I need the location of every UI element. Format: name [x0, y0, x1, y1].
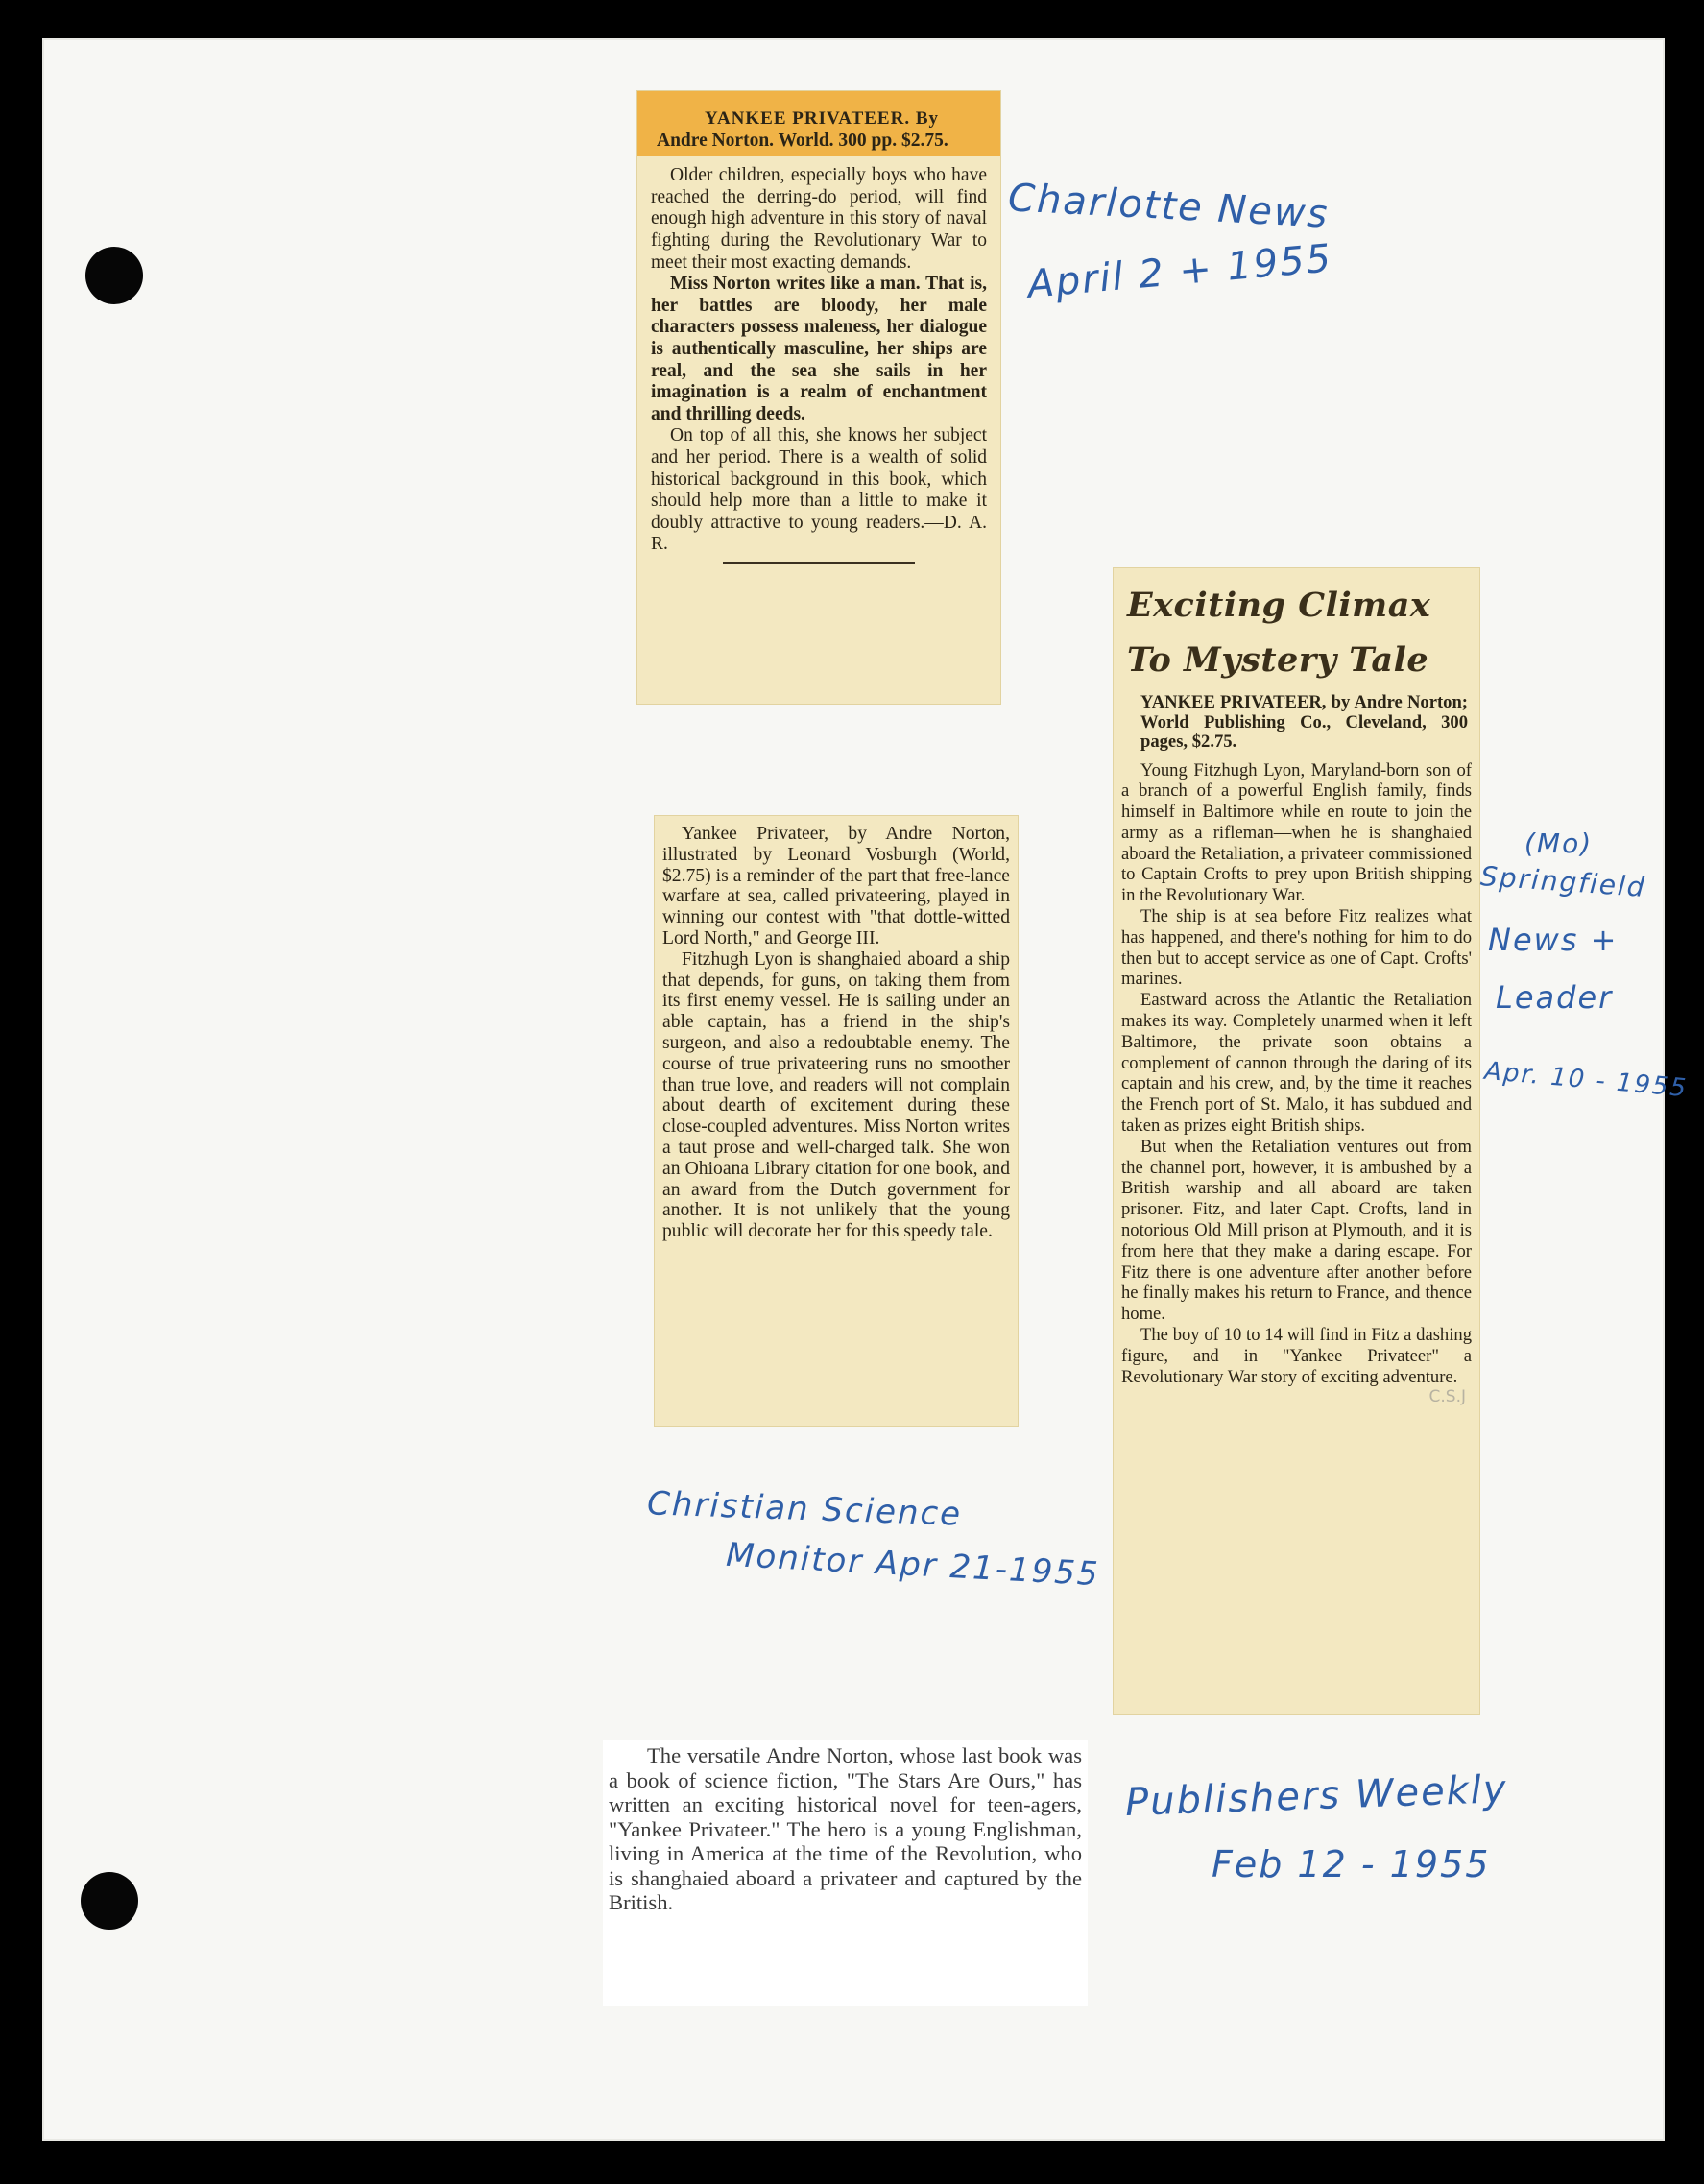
handwritten-date-monitor: Monitor Apr 21-1955 [725, 1535, 1101, 1595]
clipping-header-band [637, 91, 1000, 156]
clipping-paragraph: The boy of 10 to 14 will find in Fitz a dashing figure, and in "Yankee Privateer" a Revolutionary War story of exciting adventure. [1121, 1325, 1472, 1387]
clipping-paragraph: The versatile Andre Norton, whose last book was a book of science fiction, "The Stars Are Ours," has written an exciting historical novel for teen-agers, "Yankee Privateer." The hero is a young Englishman, living in America at the time of the Revolution, who is shanghaied aboard a privateer and captured by the British. [609, 1743, 1082, 1914]
clipping-headline-line-1: Exciting Climax [1127, 586, 1431, 625]
clipping-paragraph: But when the Retaliation ventures out from the channel port, however, it is ambushed by a British warship and all aboard are taken prisoner. Fitz, and later Capt. Crofts, land in notorious Old Mill prison at Plymouth, and it is from here that they make a daring escape. For Fitz there is one adventure after another before he finally makes his return to France, and thence home. [1121, 1136, 1472, 1325]
clipping-christian-science-monitor [655, 816, 1018, 1426]
clipping-byline: Andre Norton. World. 300 pp. $2.75. [657, 130, 948, 151]
clipping-paragraph: The ship is at sea before Fitz realizes what has happened, and there's nothing for him to do then but to accept service as one of Capt. Crofts' marines. [1121, 906, 1472, 990]
handwritten-date-charlotte: April 2 + 1955 [1025, 236, 1334, 307]
clipping-paragraph: Yankee Privateer, by Andre Norton, illustrated by Leonard Vosburgh (World, $2.75) is a reminder of the part that free-lance warfare at sea, called privateering, played in winning our contest with "that dottle-witted Lord North," and George III. [662, 824, 1010, 948]
handwritten-date-publishers: Feb 12 - 1955 [1212, 1843, 1491, 1885]
handwritten-source-springfield-4: Leader [1496, 979, 1614, 1016]
reviewer-initials: C.S.J [1428, 1387, 1466, 1407]
clipping-paragraph: On top of all this, she knows her subject and her period. There is a wealth of solid historical background in this book, which should help more than a little to make it doubly attractive to young readers.—D. A. R. [651, 425, 987, 555]
clipping-publishers-weekly [603, 1740, 1088, 2006]
punch-hole-top [85, 247, 143, 304]
clipping-paragraph: Older children, especially boys who have reached the derring-do period, will find enough high adventure in this story of naval fighting during the Revolutionary War to meet their most exacting demands. [651, 165, 987, 273]
punch-hole-bottom [81, 1872, 138, 1930]
handwritten-source-springfield-2: Springfield [1479, 860, 1647, 903]
handwritten-source-springfield-1: (Mo) [1524, 828, 1594, 859]
clipping-title: YANKEE PRIVATEER. By [704, 108, 939, 129]
handwritten-source-monitor: Christian Science [646, 1484, 963, 1534]
clipping-charlotte-news [637, 91, 1000, 704]
handwritten-source-charlotte: Charlotte News [1007, 176, 1331, 237]
clipping-springfield-news-leader [1114, 568, 1479, 1714]
clipping-headline-line-2: To Mystery Tale [1127, 640, 1429, 680]
clipping-paragraph: Eastward across the Atlantic the Retaliation makes its way. Completely unarmed when it left Baltimore, the private soon obtains a complement of cannon through the daring of its captain and his crew, and, by the time it reaches the French port of St. Malo, it has subdued and taken as prizes eight British ships. [1121, 990, 1472, 1137]
scrapbook-page [42, 38, 1690, 2141]
divider-rule [723, 562, 915, 564]
clipping-paragraph: Miss Norton writes like a man. That is, her battles are bloody, her male characters possess maleness, her dialogue is authentically masculine, her ships are real, and the sea she sails in her imagination is a realm of enchantment and thrilling deeds. [651, 274, 987, 424]
clipping-paragraph: Young Fitzhugh Lyon, Maryland-born son of a branch of a powerful English family, finds himself in Baltimore while en route to join the army as a rifleman—when he is shanghaied aboard the Retaliation, a privateer commissioned to Captain Crofts to prey upon British shipping in the Revolutionary War. [1121, 759, 1472, 906]
handwritten-source-springfield-3: News + [1488, 922, 1619, 958]
clipping-subheading: YANKEE PRIVATEER, by Andre Norton; World Publishing Co., Cleveland, 300 pages, $2.75. [1140, 692, 1468, 752]
handwritten-source-publishers: Publishers Weekly [1124, 1767, 1509, 1825]
handwritten-date-springfield: Apr. 10 - 1955 [1483, 1056, 1690, 1104]
clipping-paragraph: Fitzhugh Lyon is shanghaied aboard a ship that depends, for guns, on taking them from its first enemy vessel. He is sailing under an able captain, has a friend in the ship's surgeon, and also a redoubtable enemy. The course of true privateering runs no smoother than true love, and readers will not complain about dearth of excitement during these close-coupled adventures. Miss Norton writes a taut prose and well-charged talk. She won an Ohioana Library citation for one book, and an award from the Dutch government for another. It is not unlikely that the young public will decorate her for this speedy tale. [662, 948, 1010, 1242]
